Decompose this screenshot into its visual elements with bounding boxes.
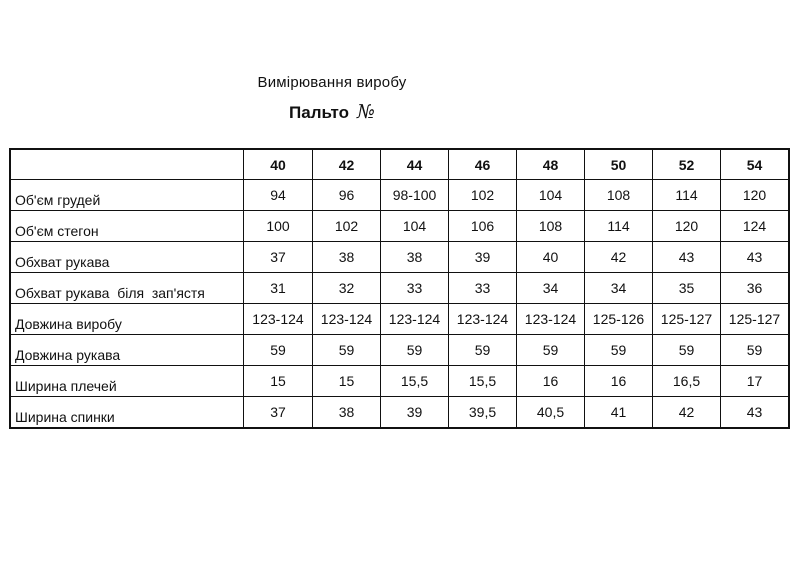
measurement-value: 94 <box>244 180 313 211</box>
measurement-label: Обхват рукава біля зап'ястя <box>10 273 244 304</box>
document-title: Вимірювання виробу <box>257 74 407 91</box>
measurement-value: 59 <box>313 335 381 366</box>
measurement-value: 120 <box>721 180 790 211</box>
measurement-value: 15 <box>313 366 381 397</box>
measurement-value: 59 <box>449 335 517 366</box>
product-name: Пальто <box>289 103 349 122</box>
table-row <box>10 397 789 429</box>
table-row <box>10 211 789 242</box>
measurement-value: 123-124 <box>449 304 517 335</box>
size-header: 44 <box>381 149 449 180</box>
size-header: 48 <box>517 149 585 180</box>
measurement-value: 59 <box>244 335 313 366</box>
measurement-value: 125-127 <box>653 304 721 335</box>
measurement-rows <box>10 180 789 429</box>
measurement-value: 120 <box>653 211 721 242</box>
size-header-row <box>10 149 789 180</box>
measurement-value: 102 <box>313 211 381 242</box>
measurement-value: 15 <box>244 366 313 397</box>
size-header: 50 <box>585 149 653 180</box>
measurement-value: 125-127 <box>721 304 790 335</box>
measurement-value: 33 <box>449 273 517 304</box>
table-row <box>10 180 789 211</box>
table-row <box>10 273 789 304</box>
corner-cell <box>10 149 244 180</box>
measurement-value: 59 <box>585 335 653 366</box>
measurement-value: 106 <box>449 211 517 242</box>
measurement-value: 43 <box>721 242 790 273</box>
measurement-value: 123-124 <box>313 304 381 335</box>
measurement-value: 42 <box>653 397 721 429</box>
measurement-value: 42 <box>585 242 653 273</box>
measurement-value: 40,5 <box>517 397 585 429</box>
measurement-value: 59 <box>653 335 721 366</box>
measurement-value: 102 <box>449 180 517 211</box>
measurement-value: 16 <box>517 366 585 397</box>
measurement-value: 104 <box>517 180 585 211</box>
measurement-value: 98-100 <box>381 180 449 211</box>
measurement-value: 32 <box>313 273 381 304</box>
measurement-label: Ширина плечей <box>10 366 244 397</box>
measurement-value: 96 <box>313 180 381 211</box>
measurement-value: 15,5 <box>381 366 449 397</box>
measurement-value: 16,5 <box>653 366 721 397</box>
size-header: 52 <box>653 149 721 180</box>
measurement-value: 123-124 <box>244 304 313 335</box>
measurement-value: 123-124 <box>381 304 449 335</box>
measurement-value: 114 <box>653 180 721 211</box>
measurement-value: 40 <box>517 242 585 273</box>
measurement-value: 59 <box>381 335 449 366</box>
measurement-value: 35 <box>653 273 721 304</box>
measurement-value: 31 <box>244 273 313 304</box>
measurement-value: 39 <box>449 242 517 273</box>
size-header: 46 <box>449 149 517 180</box>
measurement-value: 43 <box>653 242 721 273</box>
measurement-value: 34 <box>517 273 585 304</box>
table-row <box>10 335 789 366</box>
measurement-value: 37 <box>244 397 313 429</box>
measurement-value: 39 <box>381 397 449 429</box>
measurement-value: 100 <box>244 211 313 242</box>
measurement-value: 17 <box>721 366 790 397</box>
measurement-value: 36 <box>721 273 790 304</box>
table-row <box>10 242 789 273</box>
size-header: 42 <box>313 149 381 180</box>
measurement-label: Обхват рукава <box>10 242 244 273</box>
measurement-value: 34 <box>585 273 653 304</box>
measurement-value: 59 <box>517 335 585 366</box>
measurement-label: Довжина рукава <box>10 335 244 366</box>
measurement-value: 59 <box>721 335 790 366</box>
measurement-label: Ширина спинки <box>10 397 244 429</box>
measurement-value: 38 <box>381 242 449 273</box>
table-row <box>10 366 789 397</box>
measurement-value: 39,5 <box>449 397 517 429</box>
measurement-label: Об'єм грудей <box>10 180 244 211</box>
measurement-value: 123-124 <box>517 304 585 335</box>
size-header: 40 <box>244 149 313 180</box>
measurement-value: 33 <box>381 273 449 304</box>
measurement-label: Об'єм стегон <box>10 211 244 242</box>
measurement-value: 16 <box>585 366 653 397</box>
measurement-value: 108 <box>585 180 653 211</box>
size-chart-table <box>9 148 790 429</box>
product-heading <box>0 101 664 123</box>
measurement-value: 15,5 <box>449 366 517 397</box>
measurement-value: 37 <box>244 242 313 273</box>
product-mark: № <box>356 101 375 123</box>
measurement-label: Довжина виробу <box>10 304 244 335</box>
measurement-value: 43 <box>721 397 790 429</box>
size-header: 54 <box>721 149 790 180</box>
measurement-value: 104 <box>381 211 449 242</box>
measurement-value: 125-126 <box>585 304 653 335</box>
table-row <box>10 304 789 335</box>
measurement-value: 124 <box>721 211 790 242</box>
measurement-value: 108 <box>517 211 585 242</box>
measurement-value: 38 <box>313 397 381 429</box>
measurement-value: 38 <box>313 242 381 273</box>
measurement-value: 114 <box>585 211 653 242</box>
measurement-value: 41 <box>585 397 653 429</box>
